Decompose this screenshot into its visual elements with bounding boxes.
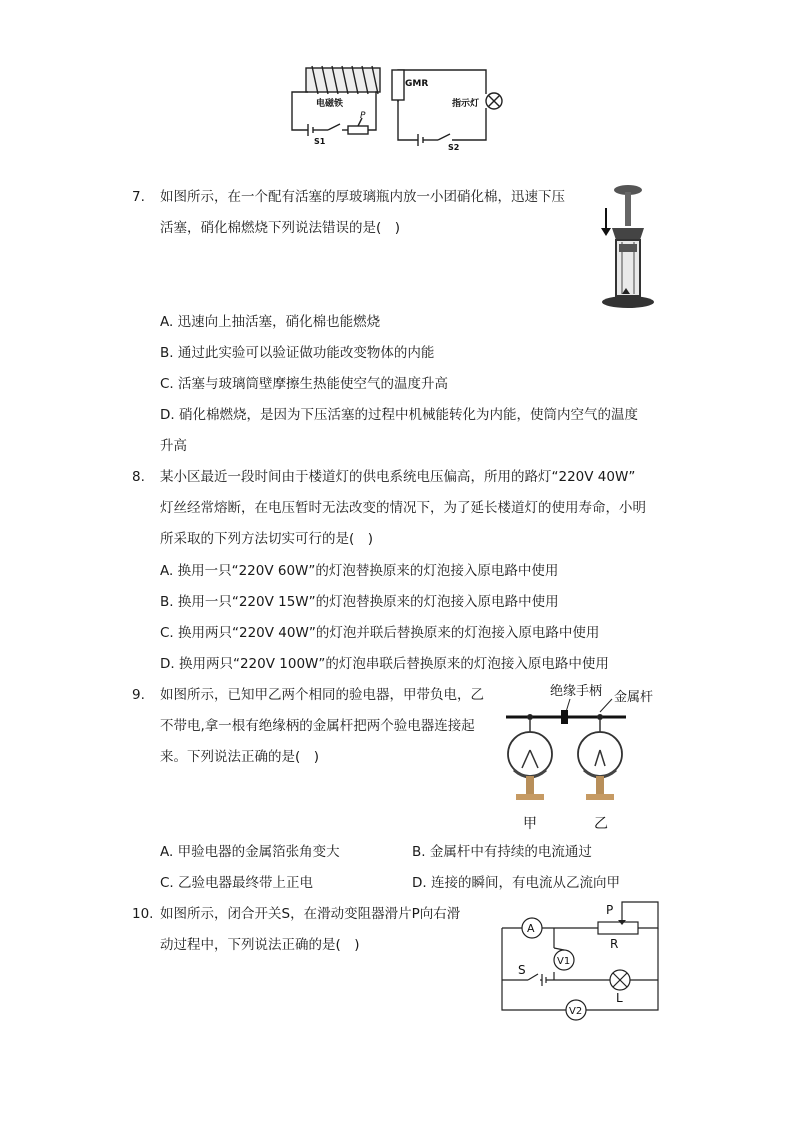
question-9-option-d: D. 连接的瞬间，有电流从乙流向甲: [412, 875, 620, 891]
question-8-option-b: B. 换用一只“220V 15W”的灯泡替换原来的灯泡接入原电路中使用: [160, 594, 559, 610]
question-8-option-c: C. 换用两只“220V 40W”的灯泡并联后替换原来的灯泡接入原电路中使用: [160, 625, 600, 641]
lamp-l-label: L: [616, 991, 623, 1005]
insulated-handle-label: 绝缘手柄: [550, 684, 603, 699]
rheostat-lamp-circuit-figure: [498, 898, 664, 1024]
question-8-stem-line-2: 灯丝经常熔断，在电压暂时无法改变的情况下，为了延长楼道灯的使用寿命，小明: [160, 500, 646, 516]
switch-s1-label: S1: [314, 137, 326, 146]
question-10-number: 10.: [132, 906, 154, 922]
question-7-stem-line-1: 如图所示，在一个配有活塞的厚玻璃瓶内放一小团硝化棉，迅速下压: [160, 189, 565, 205]
gmr-label: GMR: [405, 79, 429, 89]
question-8-option-a: A. 换用一只“220V 60W”的灯泡替换原来的灯泡接入原电路中使用: [160, 563, 559, 579]
question-8-option-d: D. 换用两只“220V 100W”的灯泡串联后替换原来的灯泡接入原电路中使用: [160, 656, 609, 672]
question-9-option-a: A. 甲验电器的金属箔张角变大: [160, 844, 340, 860]
question-7-option-b: B. 通过此实验可以验证做功能改变物体的内能: [160, 345, 435, 361]
question-7-option-d: D. 硝化棉燃烧，是因为下压活塞的过程中机械能转化为内能，使筒内空气的温度: [160, 407, 638, 423]
electroscope-yi-label: 乙: [594, 816, 608, 832]
question-7-number: 7.: [132, 189, 145, 205]
electroscope-figure: [500, 680, 654, 838]
voltmeter-v2-label: V2: [569, 1006, 583, 1017]
question-9-option-c: C. 乙验电器最终带上正电: [160, 875, 314, 891]
electroscope-jia-label: 甲: [523, 816, 537, 832]
question-9-stem-line-2: 不带电,拿一根有绝缘柄的金属杆把两个验电器连接起: [160, 718, 475, 734]
question-8-number: 8.: [132, 469, 145, 485]
question-7-option-c: C. 活塞与玻璃筒壁摩擦生热能使空气的温度升高: [160, 376, 449, 392]
rheostat-r-label: R: [610, 937, 619, 951]
ammeter-a-label: A: [527, 922, 535, 935]
indicator-lamp-label: 指示灯: [452, 99, 480, 109]
question-9-stem-line-1: 如图所示，已知甲乙两个相同的验电器，甲带负电，乙: [160, 687, 484, 703]
question-7-option-d-continued: 升高: [160, 438, 187, 454]
voltmeter-v1-label: V1: [557, 956, 571, 967]
slider-p-label: P: [606, 903, 614, 917]
question-9-number: 9.: [132, 687, 145, 703]
question-10-stem-line-2: 动过程中，下列说法正确的是( ): [160, 937, 360, 953]
metal-rod-label: 金属杆: [614, 690, 654, 705]
switch-s-label: S: [518, 963, 526, 977]
piston-glass-cylinder-figure: [592, 180, 662, 312]
rheostat-p-label: P: [360, 111, 366, 121]
question-9-stem-line-3: 来。下列说法正确的是( ): [160, 749, 320, 765]
question-7-stem-line-2: 活塞，硝化棉燃烧下列说法错误的是( ): [160, 220, 401, 236]
question-8-stem-line-3: 所采取的下列方法切实可行的是( ): [160, 531, 374, 547]
question-7-option-a: A. 迅速向上抽活塞，硝化棉也能燃烧: [160, 314, 381, 330]
question-8-stem-line-1: 某小区最近一段时间由于楼道灯的供电系统电压偏高，所用的路灯“220V 40W”: [160, 469, 636, 485]
question-9-option-b: B. 金属杆中有持续的电流通过: [412, 844, 592, 860]
electromagnet-gmr-circuit-figure: [278, 62, 508, 152]
electromagnet-label: 电磁铁: [316, 99, 344, 109]
switch-s2-label: S2: [448, 143, 460, 152]
question-10-stem-line-1: 如图所示，闭合开关S，在滑动变阻器滑片P向右滑: [160, 906, 461, 922]
